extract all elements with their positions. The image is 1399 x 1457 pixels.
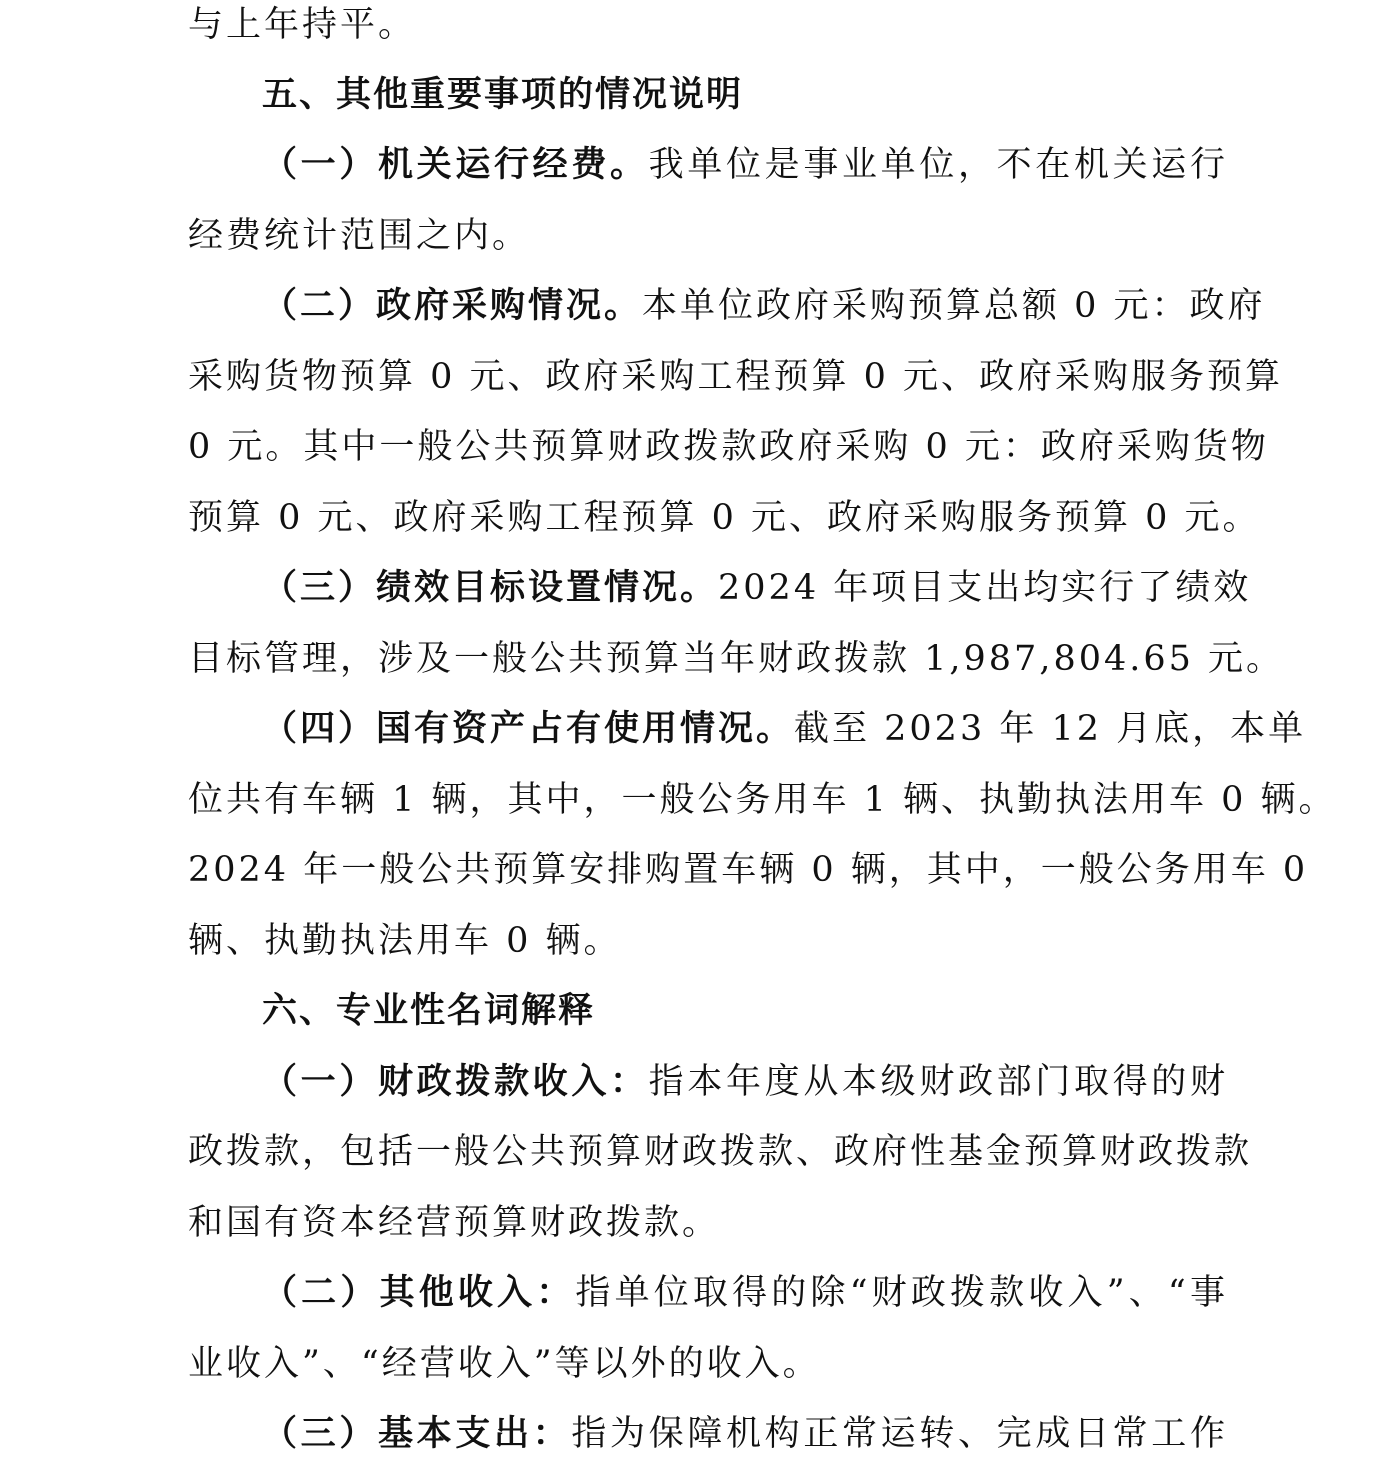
paragraph-line: 与上年持平。: [188, 5, 417, 45]
paragraph-line: 预算 0 元、政府采购工程预算 0 元、政府采购服务预算 0 元。: [188, 498, 1261, 538]
section-heading-6: 六、专业性名词解释: [262, 991, 596, 1031]
paragraph-line: 政拨款，包括一般公共预算财政拨款、政府性基金预算财政拨款: [188, 1132, 1253, 1172]
paragraph-line: （三）基本支出：指为保障机构正常运转、完成日常工作: [262, 1414, 1228, 1454]
item-lead: （一）财政拨款收入：: [262, 1062, 649, 1102]
item-lead: （三）绩效目标设置情况。: [262, 568, 719, 608]
item-lead: （二）政府采购情况。: [262, 286, 643, 326]
paragraph-line: 目标管理，涉及一般公共预算当年财政拨款 1,987,804.65 元。: [188, 639, 1285, 679]
item-lead: （三）基本支出：: [262, 1414, 572, 1454]
paragraph-line: 和国有资本经营预算财政拨款。: [188, 1203, 721, 1243]
item-lead: （一）机关运行经费。: [262, 145, 649, 185]
item-lead: （二）其他收入：: [262, 1273, 576, 1313]
item-lead: （四）国有资产占有使用情况。: [262, 709, 795, 749]
paragraph-line: （一）机关运行经费。我单位是事业单位，不在机关运行: [262, 145, 1228, 185]
paragraph-line: （二）政府采购情况。本单位政府采购预算总额 0 元：政府: [262, 286, 1266, 326]
section-heading-5: 五、其他重要事项的情况说明: [262, 75, 744, 115]
paragraph-line: 0 元。其中一般公共预算财政拨款政府采购 0 元：政府采购货物: [188, 427, 1269, 467]
paragraph-line: （一）财政拨款收入：指本年度从本级财政部门取得的财: [262, 1062, 1228, 1102]
paragraph-line: （三）绩效目标设置情况。2024 年项目支出均实行了绩效: [262, 568, 1252, 608]
paragraph-line: 2024 年一般公共预算安排购置车辆 0 辆，其中，一般公务用车 0: [188, 850, 1309, 890]
paragraph-line: 业收入”、“经营收入”等以外的收入。: [188, 1344, 821, 1384]
paragraph-line: 采购货物预算 0 元、政府采购工程预算 0 元、政府采购服务预算: [188, 357, 1284, 397]
paragraph-line: （二）其他收入：指单位取得的除“财政拨款收入”、“事: [262, 1273, 1228, 1313]
paragraph-line: 辆、执勤执法用车 0 辆。: [188, 921, 622, 961]
paragraph-line: 位共有车辆 1 辆，其中，一般公务用车 1 辆、执勤执法用车 0 辆。: [188, 780, 1337, 820]
paragraph-line: （四）国有资产占有使用情况。截至 2023 年 12 月底，本单: [262, 709, 1307, 749]
paragraph-line: 经费统计范围之内。: [188, 216, 531, 256]
